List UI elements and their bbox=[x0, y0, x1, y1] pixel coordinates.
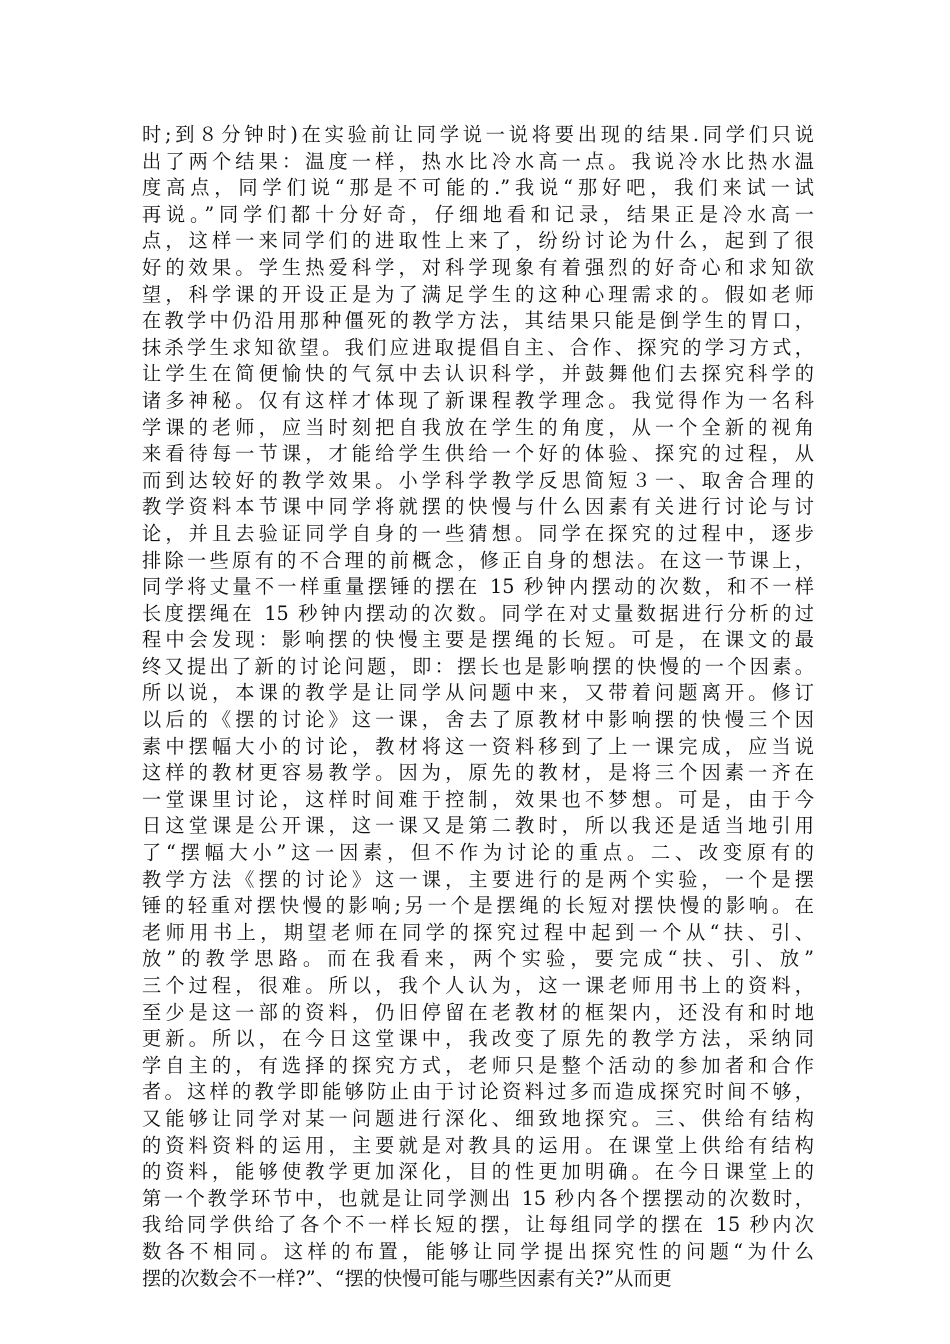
text-line: 排除一些原有的不合理的前概念，修正自身的想法。在这一节课上， bbox=[142, 548, 814, 572]
text-line: 三个过程，很难。所以，我个人认为，这一课老师用书上的资料， bbox=[142, 974, 814, 997]
text-line: 至少是这一部的资料，仍旧停留在老教材的框架内，还没有和时地 bbox=[142, 1000, 814, 1024]
text-line: 数各不相同。这样的布置，能够让同学提出探究性的问题“为什么 bbox=[142, 1239, 814, 1263]
text-line: 望，科学课的开设正是为了满足学生的这种心理需求的。假如老师 bbox=[142, 282, 814, 306]
text-line: 的资料，能够使教学更加深化，目的性更加明确。在今日课堂上的 bbox=[142, 1160, 814, 1184]
text-line: 在教学中仍沿用那种僵死的教学方法，其结果只能是倒学生的胃口， bbox=[142, 309, 814, 333]
text-line: 来看待每一节课，才能给学生供给一个好的体验、探究的过程，从 bbox=[142, 442, 814, 466]
text-line: 以后的《摆的讨论》这一课，舍去了原教材中影响摆的快慢三个因 bbox=[142, 708, 814, 732]
text-line: 长度摆绳在 15 秒钟内摆动的次数。同学在对丈量数据进行分析的过 bbox=[142, 601, 814, 625]
text-line: 时;到８分钟时)在实验前让同学说一说将要出现的结果.同学们只说 bbox=[142, 123, 814, 146]
text-line: 出了两个结果：温度一样，热水比冷水高一点。我说冷水比热水温 bbox=[142, 149, 814, 173]
text-line: 抹杀学生求知欲望。我们应进取提倡自主、合作、探究的学习方式， bbox=[142, 335, 814, 359]
text-line: 教学资料本节课中同学将就摆的快慢与什么因素有关进行讨论与讨 bbox=[142, 495, 814, 519]
body-text bbox=[142, 122, 814, 1292]
text-line: 所以说，本课的教学是让同学从问题中来，又带着问题离开。修订 bbox=[142, 681, 814, 705]
text-line: 的资料资料的运用，主要就是对教具的运用。在课堂上供给有结构 bbox=[142, 1133, 814, 1157]
text-line: 终又提出了新的讨论问题，即：摆长也是影响摆的快慢的一个因素。 bbox=[142, 654, 814, 678]
text-line: 这样的教材更容易教学。因为，原先的教材，是将三个因素一齐在 bbox=[142, 761, 814, 785]
text-line: 诸多神秘。仅有这样才体现了新课程教学理念。我觉得作为一名科 bbox=[142, 388, 814, 412]
text-line: 更新。所以，在今日这堂课中，我改变了原先的教学方法，采纳同 bbox=[142, 1027, 814, 1051]
text-line: 论，并且去验证同学自身的一些猜想。同学在探究的过程中，逐步 bbox=[142, 521, 814, 545]
text-line: 学课的老师，应当时刻把自我放在学生的角度，从一个全新的视角 bbox=[142, 415, 814, 439]
text-line: 了“摆幅大小”这一因素，但不作为讨论的重点。二、改变原有的 bbox=[142, 841, 814, 865]
text-line: 同学将丈量不一样重量摆锤的摆在 15 秒钟内摆动的次数，和不一样 bbox=[142, 575, 814, 599]
text-line: 我给同学供给了各个不一样长短的摆，让每组同学的摆在 15 秒内次 bbox=[142, 1213, 814, 1237]
text-line: 者。这样的教学即能够防止由于讨论资料过多而造成探究时间不够， bbox=[142, 1080, 814, 1104]
text-line: 老师用书上，期望老师在同学的探究过程中起到一个从“扶、引、 bbox=[142, 920, 814, 944]
text-line: 而到达较好的教学效果。小学科学教学反思简短３一、取舍合理的 bbox=[142, 468, 814, 492]
text-line: 锤的轻重对摆快慢的影响;另一个是摆绳的长短对摆快慢的影响。在 bbox=[142, 894, 814, 918]
text-line: 第一个教学环节中，也就是让同学测出 15 秒内各个摆摆动的次数时， bbox=[142, 1186, 814, 1210]
text-line: 放”的教学思路。而在我看来，两个实验，要完成“扶、引、放” bbox=[142, 947, 814, 971]
text-line: 让学生在简便愉快的气氛中去认识科学，并鼓舞他们去探究科学的 bbox=[142, 362, 814, 386]
text-line: 教学方法《摆的讨论》这一课，主要进行的是两个实验，一个是摆 bbox=[142, 867, 814, 891]
text-line: 一堂课里讨论，这样时间难于控制，效果也不梦想。可是，由于今 bbox=[142, 787, 814, 811]
text-line: 又能够让同学对某一问题进行深化、细致地探究。三、供给有结构 bbox=[142, 1106, 814, 1130]
text-line: 度高点，同学们说“那是不可能的.”我说“那好吧，我们来试一试 bbox=[142, 176, 814, 200]
text-line: 日这堂课是公开课，这一课又是第二教时，所以我还是适当地引用 bbox=[142, 814, 814, 838]
text-line: 再说。”同学们都十分好奇，仔细地看和记录，结果正是冷水高一 bbox=[142, 202, 814, 226]
text-line: 好的效果。学生热爱科学，对科学现象有着强烈的好奇心和求知欲 bbox=[142, 255, 814, 279]
text-line: 摆的次数会不一样?”、“摆的快慢可能与哪些因素有关?”从而更 bbox=[142, 1266, 672, 1290]
text-line: 程中会发现：影响摆的快慢主要是摆绳的长短。可是，在课文的最 bbox=[142, 628, 814, 652]
text-line: 素中摆幅大小的讨论，教材将这一资料移到了上一课完成，应当说 bbox=[142, 734, 814, 758]
text-line: 学自主的，有选择的探究方式，老师只是整个活动的参加者和合作 bbox=[142, 1053, 814, 1077]
text-line: 点，这样一来同学们的进取性上来了，纷纷讨论为什么，起到了很 bbox=[142, 229, 814, 253]
